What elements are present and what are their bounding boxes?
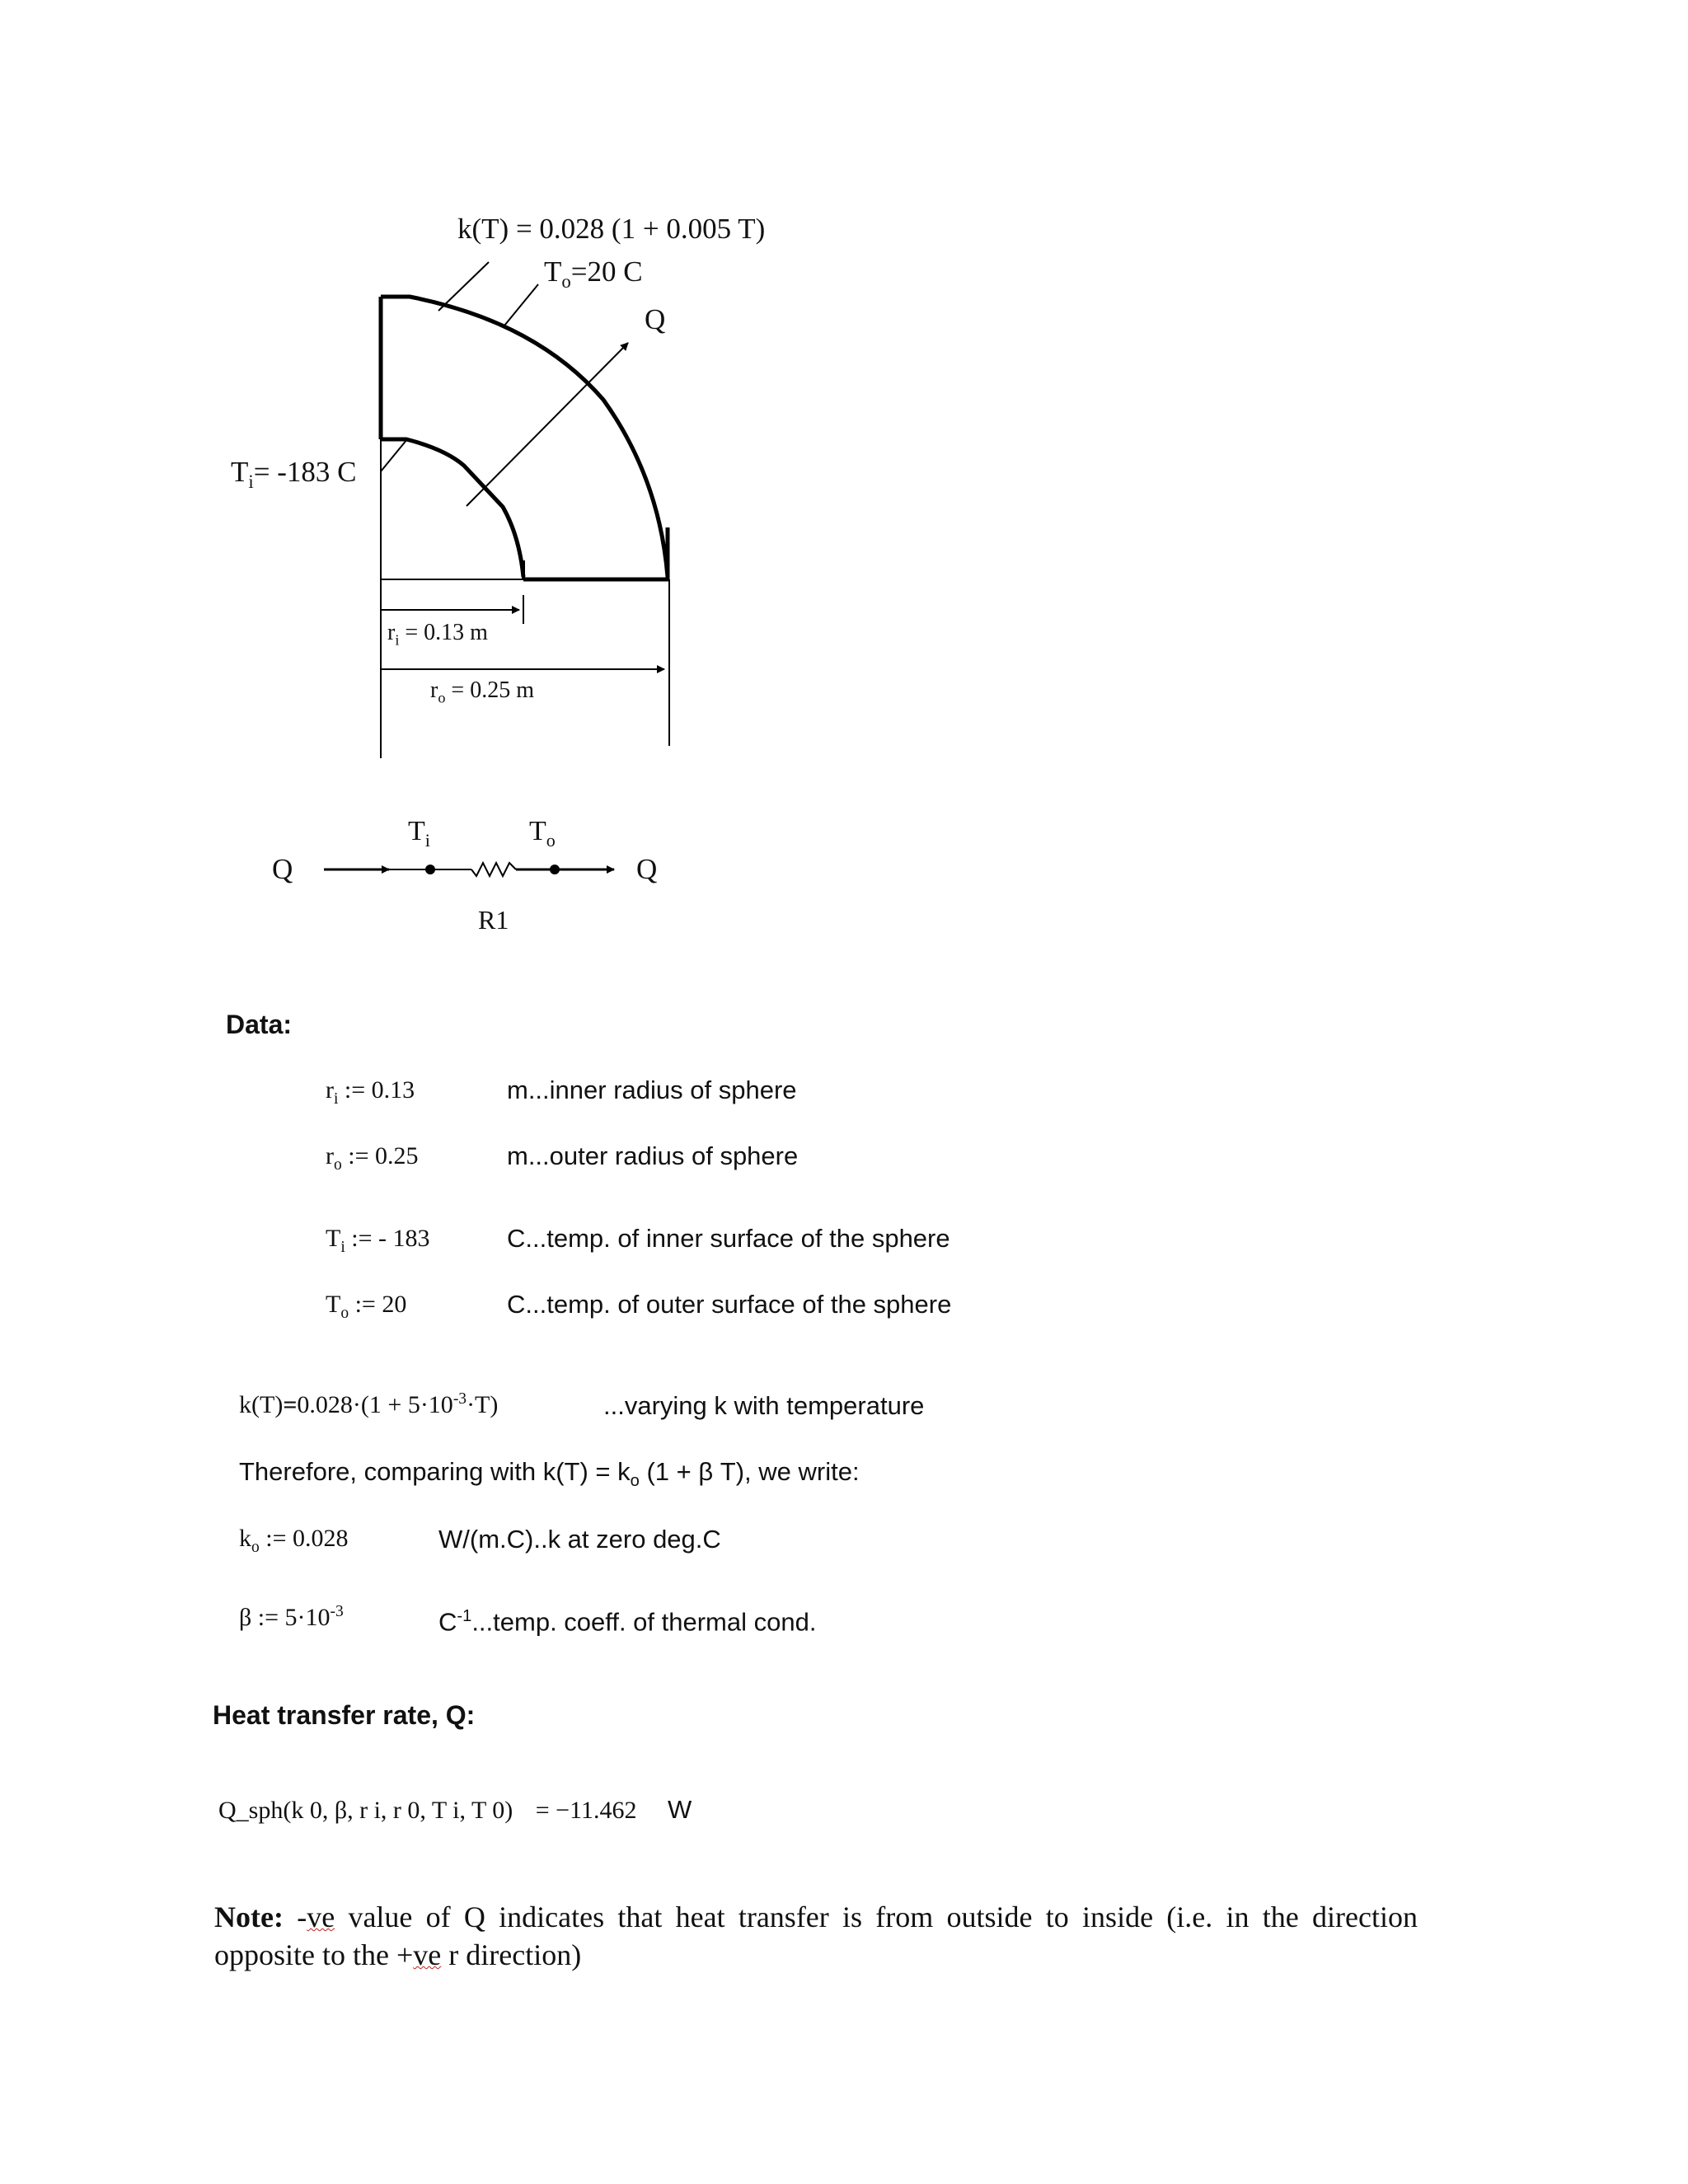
outer-surface bbox=[381, 297, 668, 577]
k-equation-label: k(T) = 0.028 (1 + 0.005 T) bbox=[457, 213, 766, 245]
k-leader bbox=[438, 262, 489, 311]
node-to bbox=[550, 865, 560, 874]
data-desc-ti: C...temp. of inner surface of the sphere bbox=[507, 1224, 950, 1253]
note-paragraph: Note: -ve value of Q indicates that heat transfer is from outside to inside (i.e. in the direction opposite to the +ve r direction) bbox=[214, 1900, 1418, 1971]
ko-assign: $k_o$ := 0.028 bbox=[239, 1525, 349, 1556]
circuit-q-right: Q bbox=[636, 853, 658, 885]
heat-heading: Heat transfer rate, Q: bbox=[213, 1700, 476, 1730]
data-desc-to: C...temp. of outer surface of the sphere bbox=[507, 1290, 952, 1319]
beta-desc: $C^{-1}...temp$. coeff. of thermal cond. bbox=[438, 1607, 817, 1637]
ti-label: $T_i= -183$ C bbox=[231, 456, 357, 492]
therefore-text: Therefore, comparing with $k(T) = k_o$ (1 + β T), we write: bbox=[239, 1457, 860, 1491]
data-desc-ri: m...inner radius of sphere bbox=[507, 1076, 797, 1104]
k-formula: $k(T)=0.028\cdot(1 + 5\cdot 10^{-3}\cdot T)$ bbox=[239, 1390, 499, 1418]
circuit-q-left: Q bbox=[272, 853, 293, 885]
to-leader bbox=[504, 284, 538, 326]
circuit-resistor-label: R1 bbox=[478, 905, 509, 935]
inner-surface bbox=[381, 439, 523, 577]
ro-label: $r_o = 0.25$ m bbox=[430, 677, 534, 706]
ko-desc: W/(m.C)..k at zero deg.C bbox=[438, 1525, 721, 1554]
resistor-r1 bbox=[471, 863, 516, 876]
data-desc-ro: m...outer radius of sphere bbox=[507, 1141, 799, 1170]
circuit-node-to-label: $T_o$ bbox=[529, 816, 556, 851]
circuit-node-ti-label: $T_i$ bbox=[408, 816, 430, 851]
ri-label: $r_i = 0.13$ m bbox=[387, 620, 488, 649]
to-label: $T_o=20$ C bbox=[544, 255, 643, 292]
node-ti bbox=[425, 865, 435, 874]
data-var-to: $T_o$ := 20 bbox=[326, 1291, 407, 1322]
beta-assign: β := $5\cdot 10^{-3}$ bbox=[239, 1603, 344, 1631]
data-var-ro: $r_o$ := 0.25 bbox=[326, 1142, 419, 1174]
q-sph-result: Q_sph(k 0, β, r i, r 0, T i, T 0) = −11.462 W bbox=[218, 1795, 692, 1824]
data-var-ti: $T_i$ := - 183 bbox=[326, 1225, 430, 1256]
data-heading: Data: bbox=[226, 1010, 293, 1039]
k-formula-desc: ...varying k with temperature bbox=[603, 1391, 925, 1420]
q-arrow bbox=[467, 343, 628, 506]
q-label-figure: Q bbox=[645, 303, 666, 335]
ti-leader bbox=[381, 439, 407, 471]
data-var-ri: $r_i$ := 0.13 bbox=[326, 1076, 415, 1108]
